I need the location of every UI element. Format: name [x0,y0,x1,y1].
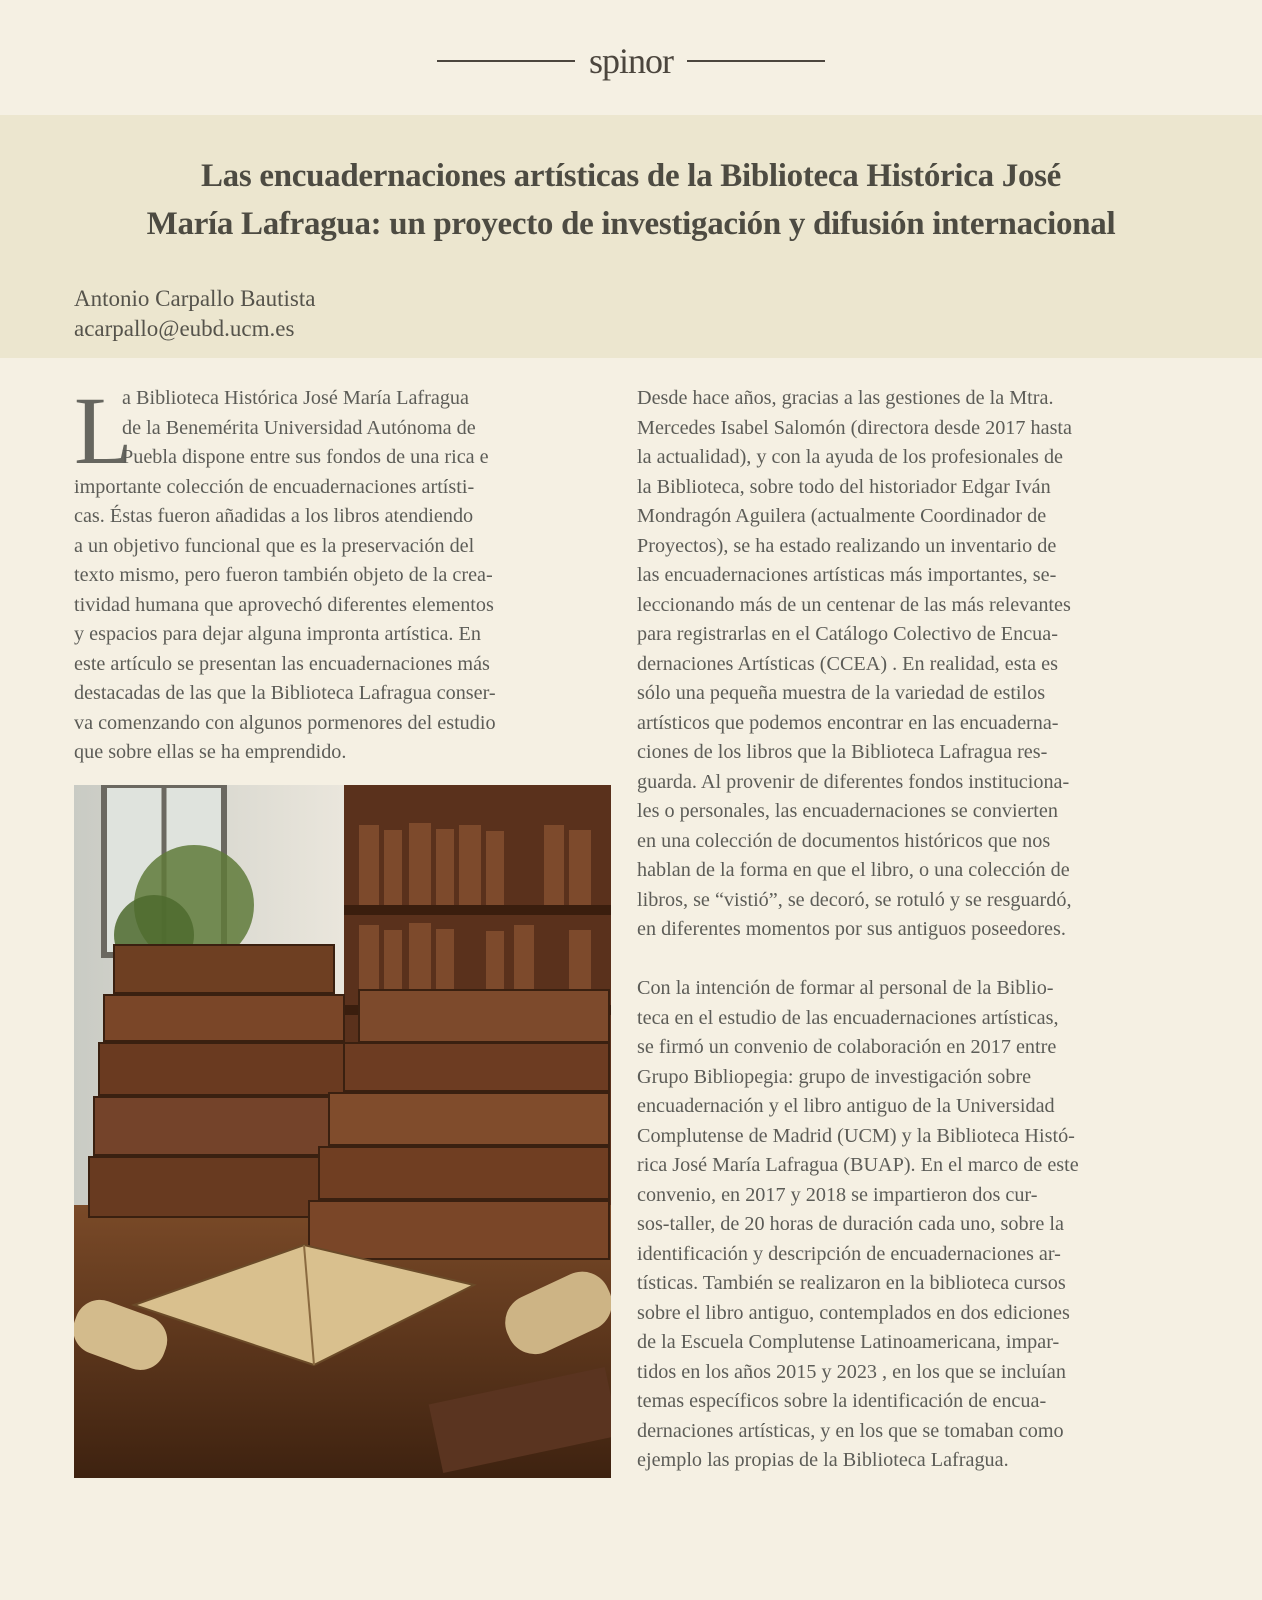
text-line: ciones de los libros que la Biblioteca Lafragua res- [637,741,1048,763]
text-line: para registrarlas en el Catálogo Colectivo de Encua- [637,623,1058,645]
text-line: importante colección de encuadernaciones artísti- [74,475,475,498]
text-line: cas. Éstas fueron añadidas a los libros atendiendo [74,505,474,527]
text-line: las encuadernaciones artísticas más importantes, se- [637,564,1057,586]
text-line: guarda. Al provenir de diferentes fondos instituciona- [637,770,1070,793]
text-line: convenio, en 2017 y 2018 se impartieron dos cur- [637,1183,1038,1206]
text-line: y espacios para dejar alguna impronta artística. En [74,623,481,645]
text-line: texto mismo, pero fueron también objeto de la crea- [74,564,493,586]
text-line: tidos en los años 2015 y 2023 , en los que se incluían [637,1360,1066,1383]
left-column [74,377,614,768]
text-line: Mercedes Isabel Salomón (directora desde 2017 hasta [637,416,1072,439]
text-line: Complutense de Madrid (UCM) y la Biblioteca Histó- [637,1124,1075,1147]
article-photo-antique-books [74,785,611,1478]
masthead [0,40,1262,82]
text-line: Grupo Bibliopegia: grupo de investigación sobre [637,1065,1032,1088]
text-line: dernaciones Artísticas (CCEA) . En realidad, esta es [637,652,1058,675]
magazine-brand: spinor [589,41,673,81]
text-line: Puebla dispone entre sus fondos de una rica e [122,446,489,468]
text-line: rica José María Lafragua (BUAP). En el marco de este [637,1154,1079,1176]
text-line: sobre el libro antiguo, contemplados en dos ediciones [637,1301,1070,1324]
text-line: en diferentes momentos por sus antiguos poseedores. [637,918,1066,940]
text-line: Mondragón Aguilera (actualmente Coordinador de [637,505,1047,527]
text-line: destacadas de las que la Biblioteca Lafragua conser- [74,682,496,704]
right-column [637,384,1177,1476]
text-line: que sobre ellas se ha emprendido. [74,741,347,763]
text-line: libros, se “vistió”, se decoró, se rotuló y se resguardó, [637,888,1072,911]
text-line: va comenzando con algunos pormenores del estudio [74,711,496,734]
text-line: hablan de la forma en que el libro, o una colección de [637,859,1070,881]
text-line: leccionando más de un centenar de las más relevantes [637,593,1071,616]
text-line: la actualidad), y con la ayuda de los profesionales de [637,446,1064,468]
text-line: de la Escuela Complutense Latinoamericana, impar- [637,1331,1060,1353]
text-line: a un objetivo funcional que es la preservación del [74,534,475,557]
text-line: Proyectos), se ha estado realizando un inventario de [637,534,1057,557]
masthead-rule-left [437,60,575,62]
text-line: la Biblioteca, sobre todo del historiador Edgar Iván [637,475,1051,498]
author-email[interactable]: acarpallo@eubd.ucm.es [74,316,295,341]
text-line: tísticas. También se realizaron en la biblioteca cursos [637,1272,1066,1294]
title-line: María Lafragua: un proyecto de investigación y difusión internacional [146,206,1116,242]
author-name: Antonio Carpallo Bautista [74,286,316,311]
text-line: temas específicos sobre la identificación de encua- [637,1390,1047,1412]
text-line: a Biblioteca Histórica José María Lafragua [122,387,469,409]
article-title [0,152,1262,248]
masthead-rule-right [687,60,825,62]
text-line: teca en el estudio de las encuadernaciones artísticas, [637,1006,1059,1029]
text-line: sólo una pequeña muestra de la variedad de estilos [637,682,1046,704]
text-line: dernaciones artísticas, y en los que se tomaban como [637,1419,1064,1442]
text-line: en una colección de documentos históricos que nos [637,829,1051,852]
text-line: les o personales, las encuadernaciones se convierten [637,800,1058,822]
paragraph-gap [637,945,1177,975]
text-line: encuadernación y el libro antiguo de la Universidad [637,1095,1055,1117]
text-line: tividad humana que aprovechó diferentes elementos [74,593,494,616]
text-line: Desde hace años, gracias a las gestiones de la Mtra. [637,387,1054,409]
drop-cap: L [74,377,133,484]
text-line: este artículo se presentan las encuadernaciones más [74,652,490,675]
author-block [74,284,315,344]
text-line: Con la intención de formar al personal de la Biblio- [637,977,1054,999]
text-line: identificación y descripción de encuadernaciones ar- [637,1242,1061,1265]
text-line: de la Benemérita Universidad Autónoma de [122,416,476,439]
text-line: ejemplo las propias de la Biblioteca Lafragua. [637,1449,1009,1471]
text-line: artísticos que podemos encontrar en las encuaderna- [637,711,1059,734]
title-line: Las encuadernaciones artísticas de la Biblioteca Histórica José [200,158,1062,194]
text-line: se firmó un convenio de colaboración en 2017 entre [637,1036,1057,1058]
antique-books-illustration [74,785,611,1478]
text-line: sos-taller, de 20 horas de duración cada uno, sobre la [637,1213,1064,1235]
